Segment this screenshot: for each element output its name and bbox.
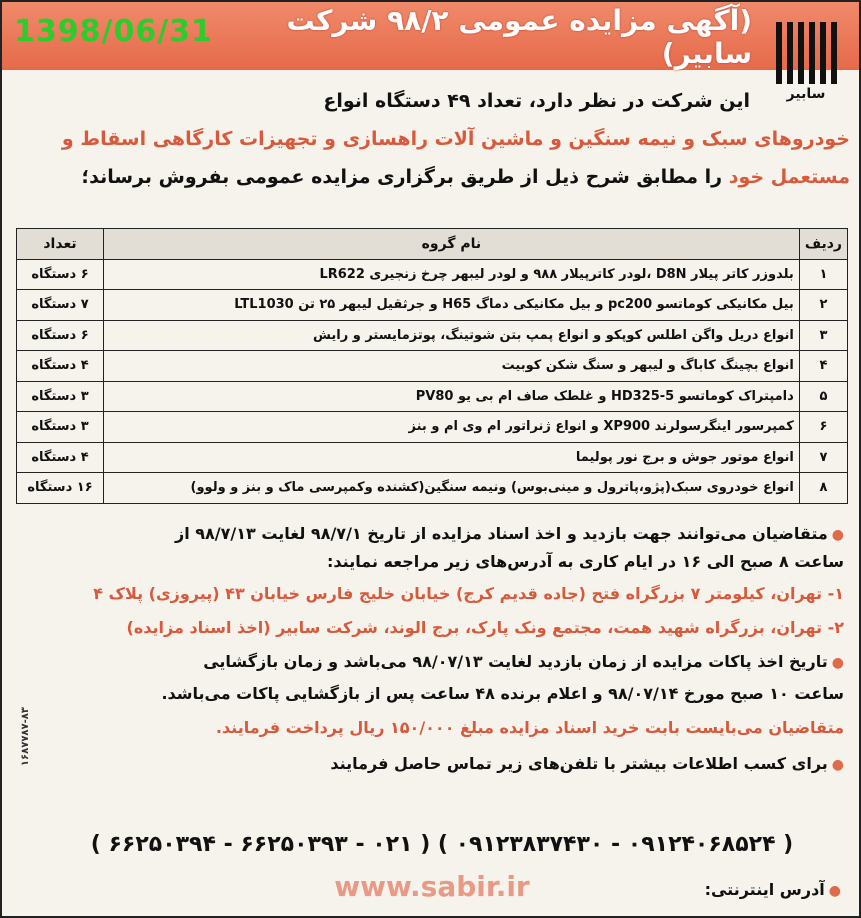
intro-line-1: این شرکت در نظر دارد، تعداد ۴۹ دستگاه انواع [323,90,750,112]
row-index: ۶ [799,412,847,443]
address-1: ۱- تهران، کیلومتر ۷ بزرگراه فتح (جاده قدیم کرج) خیابان خلیج فارس خیابان ۴۳ (پیروزی) پلاک ۴ [93,584,844,603]
row-group: کمپرسور اینگرسولرند XP900 و انواع ژنراتور ام وی ام و بنز [104,412,800,443]
row-index: ۴ [799,351,847,382]
row-count: ۴ دستگاه [17,442,104,473]
intro-line-2: خودروهای سبک و نیمه سنگین و ماشین آلات راهسازی و تجهیزات کارگاهی اسقاط و [61,128,850,150]
title-banner [2,2,859,70]
table-row [17,259,848,290]
table-row [17,473,848,504]
side-code: ۱۶۸۷۷۸۷-۸۳ [20,707,31,767]
deadline-line-1: ●تاریخ اخذ پاکات مزایده از زمان بازدید لغایت ۹۸/۰۷/۱۳ می‌باشد و زمان بازگشایی [203,652,844,671]
table-row [17,290,848,321]
row-count: ۳ دستگاه [17,381,104,412]
table-row [17,320,848,351]
phone-numbers: ( ۰۹۱۲۴۰۶۸۵۲۴ - ۰۹۱۲۳۸۳۷۴۳۰ ) ( ۰۲۱ - ۶۶۲۵۰۳۹۳ - ۶۶۲۵۰۳۹۴ ) [90,832,794,857]
row-index: ۳ [799,320,847,351]
row-group: انواع دریل واگن اطلس کوپکو و انواع پمپ بتن شوتینگ، پوتزمایستر و رایش [104,320,800,351]
address-2: ۲- تهران، بزرگراه شهید همت، مجتمع ونک پارک، برج الوند، شرکت سابیر (اخذ اسناد مزایده) [126,618,844,637]
intro-line-3-rest: را مطابق شرح ذیل از طریق برگزاری مزایده عمومی بفروش برساند؛ [81,166,723,188]
fee-notice: متقاضیان می‌بایست بابت خرید اسناد مزایده مبلغ ۱۵۰/۰۰۰ ریال پرداخت فرمایند. [215,718,844,737]
bullet-icon: ● [831,655,844,671]
bullet-icon: ● [831,757,844,773]
ad-title: (آگهی مزایده عمومی ۹۸/۲ شرکت سابیر) [286,4,752,70]
row-group: بیل مکانیکی کوماتسو pc200 و بیل مکانیکی دماگ H65 و جرثقیل لیبهر ۲۵ تن LTL1030 [104,290,800,321]
header-index: ردیف [799,229,847,260]
visit-line-2: ساعت ۸ صبح الی ۱۶ در ایام کاری به آدرس‌های زیر مراجعه نمایند: [327,552,844,571]
row-group: بلدوزر کاتر پیلار D8N ،لودر کاترپیلار ۹۸۸ و لودر لیبهر چرخ زنجیری LR622 [104,259,800,290]
row-index: ۸ [799,473,847,504]
sabir-logo [761,22,851,108]
row-count: ۷ دستگاه [17,290,104,321]
bullet-icon: ● [831,527,844,543]
row-count: ۶ دستگاه [17,320,104,351]
logo-text: سابیر [786,86,826,102]
row-index: ۱ [799,259,847,290]
row-group: انواع موتور جوش و برج نور پولیما [104,442,800,473]
row-count: ۴ دستگاه [17,351,104,382]
row-group: انواع خودروی سبک(پژو،پاترول و مینی‌بوس) ونیمه سنگین(کشنده وکمپرسی ماک و بنز و ولوو) [104,473,800,504]
logo-bars-icon [761,22,851,84]
table-row [17,351,848,382]
date-stamp: 1398/06/31 [14,14,213,49]
header-count: تعداد [17,229,104,260]
website-link[interactable]: www.sabir.ir [334,870,530,903]
table-row [17,381,848,412]
row-index: ۵ [799,381,847,412]
row-count: ۱۶ دستگاه [17,473,104,504]
deadline-line-2: ساعت ۱۰ صبح مورخ ۹۸/۰۷/۱۴ و اعلام برنده ۴۸ ساعت پس از بازگشایی پاکات می‌باشد. [161,684,844,703]
intro-line-3-highlight: مستعمل خود [728,166,850,188]
bullet-icon: ● [828,883,841,899]
table-row [17,442,848,473]
row-group: دامپتراک کوماتسو HD325-5 و غلطک صاف ام بی یو PV80 [104,381,800,412]
row-count: ۳ دستگاه [17,412,104,443]
table-header-row [17,229,848,260]
row-count: ۶ دستگاه [17,259,104,290]
header-group: نام گروه [104,229,800,260]
info-line: ●برای کسب اطلاعات بیشتر با تلفن‌های زیر تماس حاصل فرمایند [330,754,844,773]
intro-line-3 [10,158,850,196]
row-index: ۲ [799,290,847,321]
row-index: ۷ [799,442,847,473]
table-row [17,412,848,443]
website-label: ●آدرس اینترنتی: [704,880,841,899]
equipment-table [16,228,848,504]
visit-line-1: ●متقاضیان می‌توانند جهت بازدید و اخذ اسناد مزایده از تاریخ ۹۸/۷/۱ لغایت ۹۸/۷/۱۳ از [175,524,844,543]
row-group: انواع بچینگ کاباگ و لیبهر و سنگ شکن کوبیت [104,351,800,382]
